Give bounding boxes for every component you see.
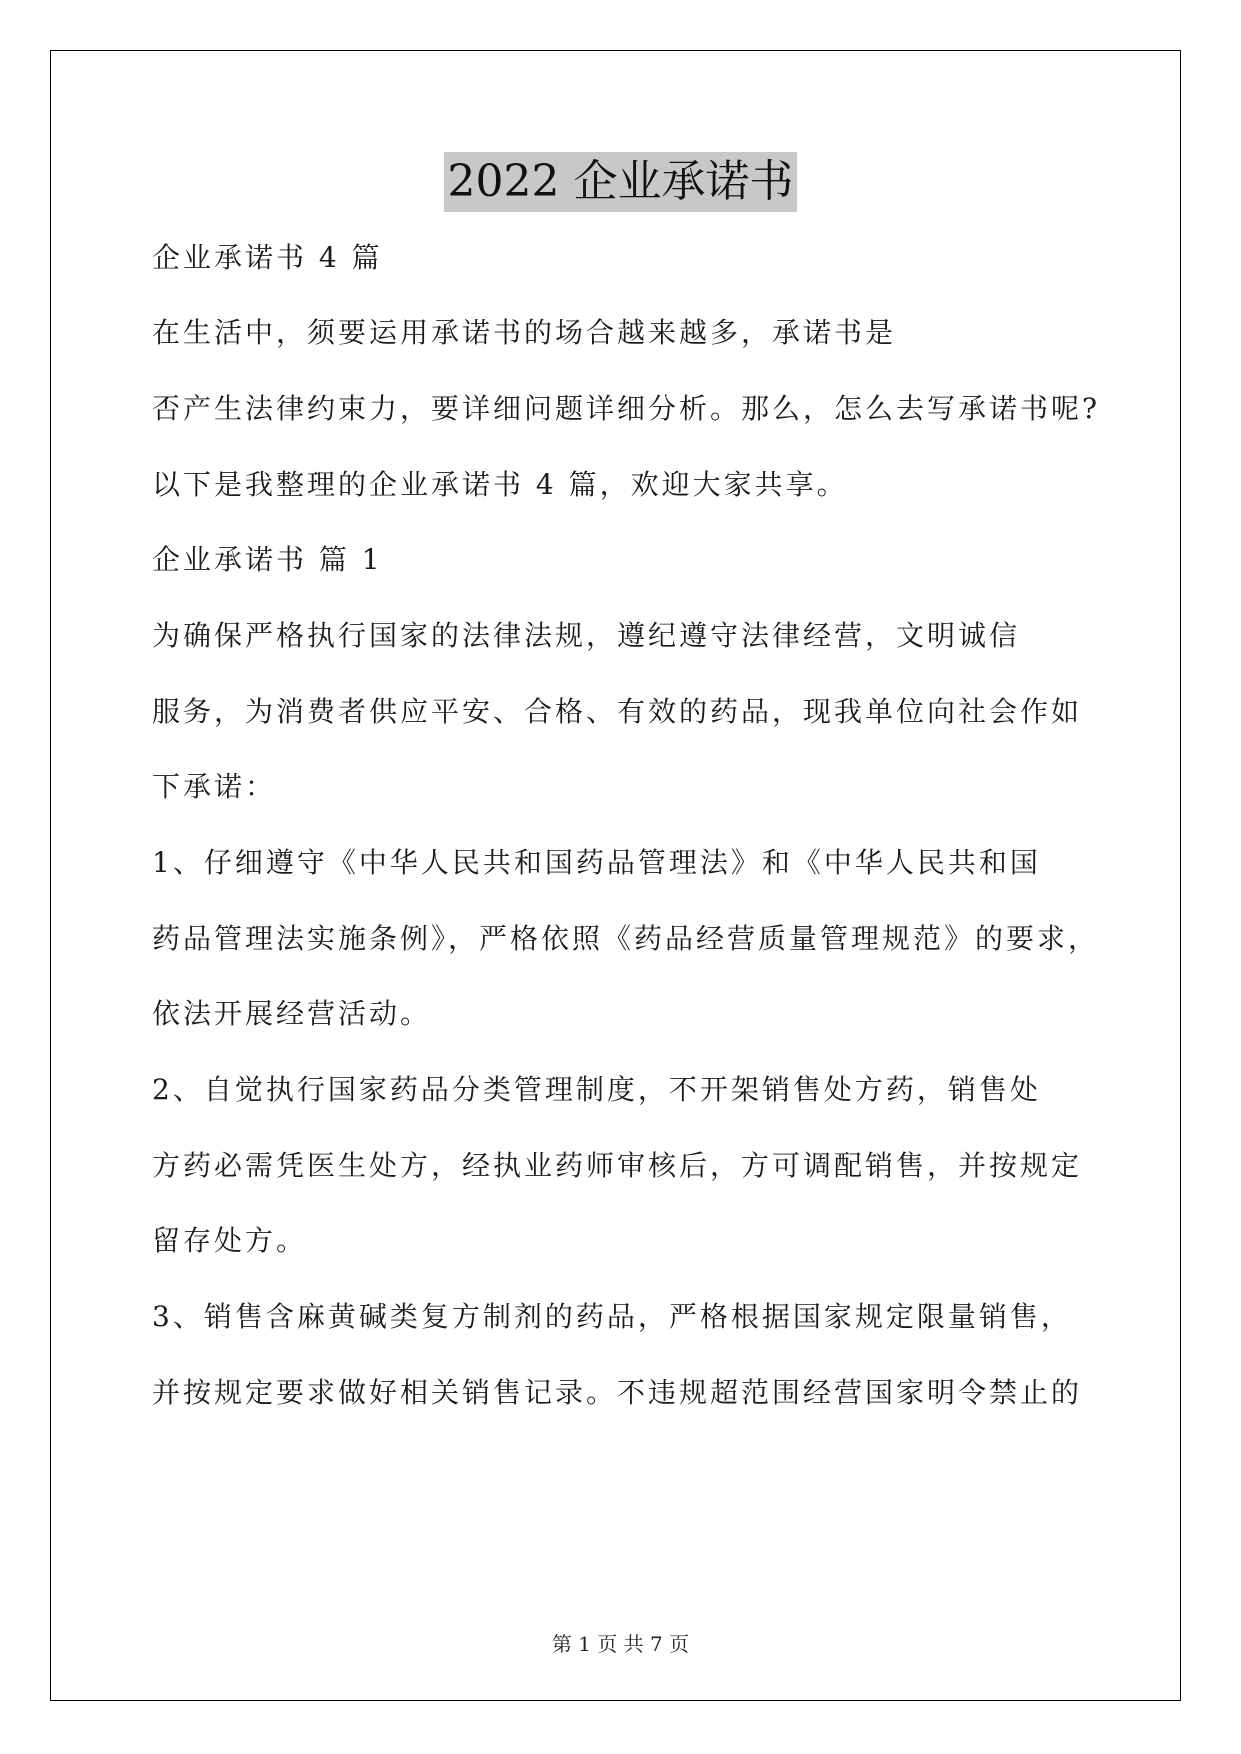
text-line: 否产生法律约束力，要详细问题详细分析。那么，怎么去写承诺书呢?: [152, 392, 1101, 425]
text-line: 方药必需凭医生处方，经执业药师审核后，方可调配销售，并按规定: [152, 1149, 1083, 1182]
page-footer: 第 1 页 共 7 页: [551, 1632, 690, 1656]
text-line: 下承诺：: [152, 770, 277, 803]
text-line: 为确保严格执行国家的法律法规，遵纪遵守法律经营，文明诚信: [152, 619, 1021, 652]
text-line: 药品管理法实施条例》，严格依照《药品经营质量管理规范》的要求，: [152, 922, 1100, 955]
text-line: 3、销售含麻黄碱类复方制剂的药品，严格根据国家规定限量销售，: [152, 1300, 1072, 1333]
text-line: 依法开展经营活动。: [152, 997, 432, 1030]
text-line: 留存处方。: [152, 1224, 308, 1257]
text-line: 企业承诺书 4 篇: [152, 241, 383, 274]
document-title: 2022 企业承诺书: [444, 152, 798, 212]
text-line: 并按规定要求做好相关销售记录。不违规超范围经营国家明令禁止的: [152, 1376, 1083, 1409]
text-line: 以下是我整理的企业承诺书 4 篇，欢迎大家共享。: [152, 468, 848, 501]
text-line: 服务，为消费者供应平安、合格、有效的药品，现我单位向社会作如: [152, 695, 1083, 728]
text-line: 1、仔细遵守《中华人民共和国药品管理法》和《中华人民共和国: [152, 846, 1041, 879]
text-line: 在生活中，须要运用承诺书的场合越来越多，承诺书是: [152, 316, 897, 349]
title-container: [0, 152, 1241, 212]
text-line: 2、自觉执行国家药品分类管理制度，不开架销售处方药，销售处: [152, 1073, 1041, 1106]
section-heading: 企业承诺书 篇 1: [152, 543, 383, 576]
